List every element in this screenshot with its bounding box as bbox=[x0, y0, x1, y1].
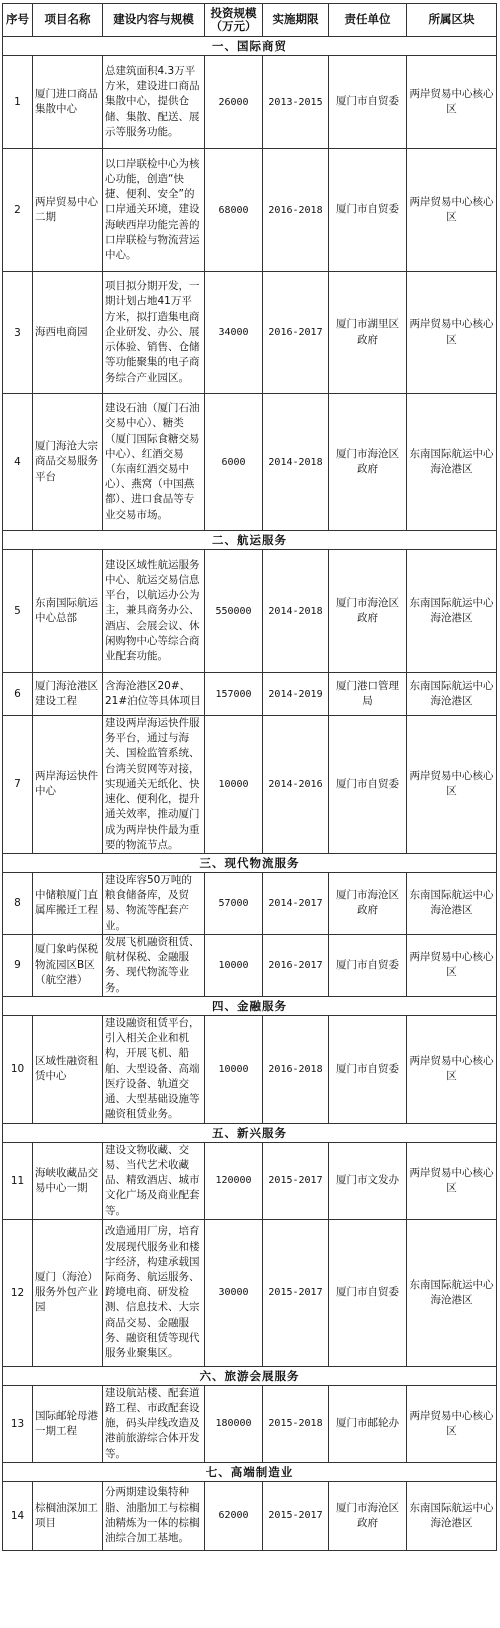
cell-unit: 厦门市湖里区政府 bbox=[329, 272, 407, 394]
cell-no: 6 bbox=[3, 673, 33, 716]
header-name: 项目名称 bbox=[33, 4, 103, 37]
cell-unit: 厦门港口管理局 bbox=[329, 673, 407, 716]
cell-name: 中储粮厦门直属库搬迁工程 bbox=[33, 872, 103, 934]
cell-no: 1 bbox=[3, 56, 33, 149]
cell-period: 2015-2017 bbox=[263, 1481, 329, 1550]
cell-name: 厦门进口商品集散中心 bbox=[33, 56, 103, 149]
cell-no: 9 bbox=[3, 934, 33, 996]
cell-unit: 厦门市自贸委 bbox=[329, 56, 407, 149]
cell-unit: 厦门市自贸委 bbox=[329, 1219, 407, 1366]
section-title: 二、航运服务 bbox=[3, 531, 497, 550]
cell-investment: 10000 bbox=[205, 716, 263, 854]
cell-period: 2014-2019 bbox=[263, 673, 329, 716]
cell-content: 建设两岸海运快件服务平台，通过与海关、国检监管系统、台湾关贸网等对接，实现通关无纸化、快速化、便利化，提升通关效率，推动厦门成为两岸快件最为重要的物流节点。 bbox=[103, 716, 205, 854]
cell-period: 2013-2015 bbox=[263, 56, 329, 149]
cell-area: 两岸贸易中心核心区 bbox=[407, 272, 497, 394]
cell-unit: 厦门市海沧区政府 bbox=[329, 1481, 407, 1550]
cell-area: 两岸贸易中心核心区 bbox=[407, 56, 497, 149]
cell-area: 东南国际航运中心海沧港区 bbox=[407, 1481, 497, 1550]
header-no: 序号 bbox=[3, 4, 33, 37]
cell-name: 棕榈油深加工项目 bbox=[33, 1481, 103, 1550]
table-row bbox=[3, 1219, 497, 1366]
cell-content: 建设区域性航运服务中心、航运交易信息平台，以航运办公为主，兼具商务办公、酒店、会展会议、休闲购物中心等综合商业配套功能。 bbox=[103, 550, 205, 673]
cell-content: 项目拟分期开发，一期计划占地41万平方米，拟打造集电商企业研发、办公、展示体验、销售、仓储等功能聚集的电子商务综合产业园区。 bbox=[103, 272, 205, 394]
header-investment: 投资规模（万元） bbox=[205, 4, 263, 37]
cell-unit: 厦门市海沧区政府 bbox=[329, 394, 407, 531]
cell-no: 4 bbox=[3, 394, 33, 531]
section-title: 四、金融服务 bbox=[3, 996, 497, 1015]
header-unit: 责任单位 bbox=[329, 4, 407, 37]
cell-period: 2014-2016 bbox=[263, 716, 329, 854]
cell-investment: 180000 bbox=[205, 1385, 263, 1462]
cell-content: 总建筑面积4.3万平方米，建设进口商品集散中心，提供仓储、集散、配送、展示等服务功能。 bbox=[103, 56, 205, 149]
cell-investment: 6000 bbox=[205, 394, 263, 531]
cell-no: 2 bbox=[3, 149, 33, 272]
cell-name: 厦门（海沧）服务外包产业园 bbox=[33, 1219, 103, 1366]
cell-period: 2015-2017 bbox=[263, 1219, 329, 1366]
cell-area: 东南国际航运中心海沧港区 bbox=[407, 394, 497, 531]
cell-period: 2014-2018 bbox=[263, 550, 329, 673]
cell-no: 13 bbox=[3, 1385, 33, 1462]
cell-name: 国际邮轮母港一期工程 bbox=[33, 1385, 103, 1462]
cell-content: 建设石油（厦门石油交易中心）、糖类（厦门国际食糖交易中心）、红酒交易（东南红酒交易中心）、燕窝（中国燕都）、进口食品等专业交易市场。 bbox=[103, 394, 205, 531]
table-row bbox=[3, 56, 497, 149]
header-area: 所属区块 bbox=[407, 4, 497, 37]
cell-content: 建设融资租赁平台，引入相关企业和机构，开展飞机、船舶、大型设备、高端医疗设备、轨道交通、大型基础设施等融资租赁业务。 bbox=[103, 1015, 205, 1123]
cell-investment: 68000 bbox=[205, 149, 263, 272]
cell-investment: 26000 bbox=[205, 56, 263, 149]
cell-unit: 厦门市自贸委 bbox=[329, 716, 407, 854]
cell-content: 建设航站楼、配套道路工程、市政配套设施，码头岸线改造及港前旅游综合体开发等。 bbox=[103, 1385, 205, 1462]
section-row bbox=[3, 1123, 497, 1142]
cell-period: 2014-2017 bbox=[263, 872, 329, 934]
cell-name: 厦门海沧港区建设工程 bbox=[33, 673, 103, 716]
section-title: 七、高端制造业 bbox=[3, 1462, 497, 1481]
cell-area: 两岸贸易中心核心区 bbox=[407, 1142, 497, 1219]
cell-name: 区域性融资租赁中心 bbox=[33, 1015, 103, 1123]
section-title: 三、现代物流服务 bbox=[3, 853, 497, 872]
cell-investment: 10000 bbox=[205, 934, 263, 996]
header-period: 实施期限 bbox=[263, 4, 329, 37]
cell-no: 11 bbox=[3, 1142, 33, 1219]
section-title: 五、新兴服务 bbox=[3, 1123, 497, 1142]
cell-unit: 厦门市海沧区政府 bbox=[329, 550, 407, 673]
header-content: 建设内容与规模 bbox=[103, 4, 205, 37]
cell-area: 两岸贸易中心核心区 bbox=[407, 1015, 497, 1123]
cell-investment: 550000 bbox=[205, 550, 263, 673]
cell-area: 东南国际航运中心海沧港区 bbox=[407, 872, 497, 934]
table-row bbox=[3, 1385, 497, 1462]
cell-name: 厦门象屿保税物流园区B区（航空港） bbox=[33, 934, 103, 996]
cell-unit: 厦门市邮轮办 bbox=[329, 1385, 407, 1462]
cell-content: 建设库容50万吨的粮食储备库，及贸易、物流等配套产业。 bbox=[103, 872, 205, 934]
cell-unit: 厦门市自贸委 bbox=[329, 1015, 407, 1123]
cell-area: 两岸贸易中心核心区 bbox=[407, 149, 497, 272]
cell-investment: 57000 bbox=[205, 872, 263, 934]
cell-area: 两岸贸易中心核心区 bbox=[407, 1385, 497, 1462]
cell-period: 2014-2018 bbox=[263, 394, 329, 531]
table-row bbox=[3, 1481, 497, 1550]
cell-no: 3 bbox=[3, 272, 33, 394]
table-row bbox=[3, 550, 497, 673]
cell-no: 10 bbox=[3, 1015, 33, 1123]
cell-period: 2016-2017 bbox=[263, 272, 329, 394]
cell-no: 8 bbox=[3, 872, 33, 934]
table-row bbox=[3, 1142, 497, 1219]
cell-no: 5 bbox=[3, 550, 33, 673]
cell-investment: 120000 bbox=[205, 1142, 263, 1219]
table-row bbox=[3, 673, 497, 716]
table-row bbox=[3, 872, 497, 934]
section-title: 六、旅游会展服务 bbox=[3, 1366, 497, 1385]
cell-area: 东南国际航运中心海沧港区 bbox=[407, 1219, 497, 1366]
table-row bbox=[3, 272, 497, 394]
cell-area: 东南国际航运中心海沧港区 bbox=[407, 673, 497, 716]
section-title: 一、国际商贸 bbox=[3, 37, 497, 56]
section-row bbox=[3, 1366, 497, 1385]
table-row bbox=[3, 1015, 497, 1123]
cell-content: 含海沧港区20#、21#泊位等具体项目 bbox=[103, 673, 205, 716]
cell-investment: 62000 bbox=[205, 1481, 263, 1550]
cell-name: 海西电商园 bbox=[33, 272, 103, 394]
section-row bbox=[3, 853, 497, 872]
table-row bbox=[3, 149, 497, 272]
cell-name: 两岸贸易中心二期 bbox=[33, 149, 103, 272]
cell-name: 厦门海沧大宗商品交易服务平台 bbox=[33, 394, 103, 531]
section-row bbox=[3, 1462, 497, 1481]
header-row bbox=[3, 4, 497, 37]
table-row bbox=[3, 934, 497, 996]
cell-unit: 厦门市海沧区政府 bbox=[329, 872, 407, 934]
cell-period: 2015-2018 bbox=[263, 1385, 329, 1462]
cell-investment: 34000 bbox=[205, 272, 263, 394]
table-row bbox=[3, 716, 497, 854]
cell-content: 以口岸联检中心为核心功能，创造“快捷、便利、安全”的口岸通关环境，建设海峡西岸功能完善的口岸联检与物流营运中心。 bbox=[103, 149, 205, 272]
cell-content: 改造通用厂房，培育发展现代服务业和楼宇经济，构建承载国际商务、航运服务、跨境电商、研发检测、信息技术、大宗商品交易、金融服务、融资租赁等现代服务业聚集区。 bbox=[103, 1219, 205, 1366]
cell-content: 建设文物收藏、交易、当代艺术收藏品、精致酒店、城市文化广场及商业配套等。 bbox=[103, 1142, 205, 1219]
cell-area: 东南国际航运中心海沧港区 bbox=[407, 550, 497, 673]
cell-content: 发展飞机融资租赁、航材保税、金融服务、现代物流等业务。 bbox=[103, 934, 205, 996]
cell-no: 12 bbox=[3, 1219, 33, 1366]
cell-investment: 10000 bbox=[205, 1015, 263, 1123]
cell-name: 两岸海运快件中心 bbox=[33, 716, 103, 854]
cell-investment: 157000 bbox=[205, 673, 263, 716]
section-row bbox=[3, 996, 497, 1015]
cell-unit: 厦门市自贸委 bbox=[329, 149, 407, 272]
section-row bbox=[3, 531, 497, 550]
cell-name: 海峡收藏品交易中心一期 bbox=[33, 1142, 103, 1219]
cell-unit: 厦门市文发办 bbox=[329, 1142, 407, 1219]
section-row bbox=[3, 37, 497, 56]
cell-area: 两岸贸易中心核心区 bbox=[407, 716, 497, 854]
cell-period: 2016-2017 bbox=[263, 934, 329, 996]
cell-period: 2016-2018 bbox=[263, 149, 329, 272]
cell-no: 14 bbox=[3, 1481, 33, 1550]
cell-unit: 厦门市自贸委 bbox=[329, 934, 407, 996]
cell-investment: 30000 bbox=[205, 1219, 263, 1366]
cell-content: 分两期建设集特种脂、油脂加工与棕榈油精炼为一体的棕榈油综合加工基地。 bbox=[103, 1481, 205, 1550]
cell-name: 东南国际航运中心总部 bbox=[33, 550, 103, 673]
cell-area: 两岸贸易中心核心区 bbox=[407, 934, 497, 996]
table-row bbox=[3, 394, 497, 531]
cell-no: 7 bbox=[3, 716, 33, 854]
cell-period: 2015-2017 bbox=[263, 1142, 329, 1219]
cell-period: 2016-2018 bbox=[263, 1015, 329, 1123]
project-table bbox=[2, 3, 497, 1551]
